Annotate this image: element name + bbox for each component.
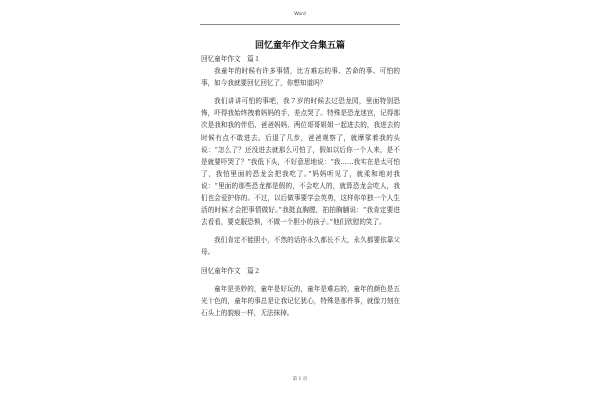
paragraph: 童年是美妙的，童年是好玩的，童年是难忘的，童年的颜色是五光十色的，童年的事总是让我记忆犹心，特殊是那件事，就像刀刻在石头上的貌痕一样，无法抹掉。 [201,284,400,317]
header-label: Word [294,12,306,17]
header-rule [200,24,400,25]
document-title: 回忆童年作文合集五篇 [254,41,345,51]
paragraph: 我们肯定不能胆小，不然的话你永久都长不大，永久都要依靠父母。 [201,236,400,257]
section-heading: 回忆童年作文 篇１ [201,55,261,63]
paragraph: 我们讲讲可怕的事吧，我７岁的时候去过恐龙园，里面特别恐怖，吓得我始终拽着妈妈的手，差点哭了。特殊是恐龙迷宫，记得那次是我和我的伴侣、爸爸妈妈、两位哥哥姐姐一起进去的，我进去的时候有点不敢进去。后退了几步，爸爸观察了，就摩挲着我的头说：“怎么了？还没进去就那么可怕了，假如以后你一个人来，是不是就要吓哭了？”我低下头，不好意思地说：“我……我实在是太可怕了，我怕里面的恐龙会把我吃了。”妈妈听见了，就柔和地对我说：“里面的那些恐龙都是假的，不会吃人的，就算恐龙会吃人，我们也会爱护你的。不过，以后做事要学会英勇，这样你单独一个人生活的时候才会把事情做好。”我挺直胸膛，拍拍胸脯说：“我肯定要进去看看，要克服恐惧，不做一个胆小的孩子。”他们欣慰的笑了。 [201,97,400,227]
section-heading: 回忆童年作文 篇２ [201,266,261,275]
paragraph: 我童年的时候有许多事情，比方难忘的事、苦命的事、可怕的事，如今我就要回忆回忆了，你想知道吗？ [201,67,400,88]
page-number: 第 1 页 [292,377,308,382]
document-body [201,53,400,319]
